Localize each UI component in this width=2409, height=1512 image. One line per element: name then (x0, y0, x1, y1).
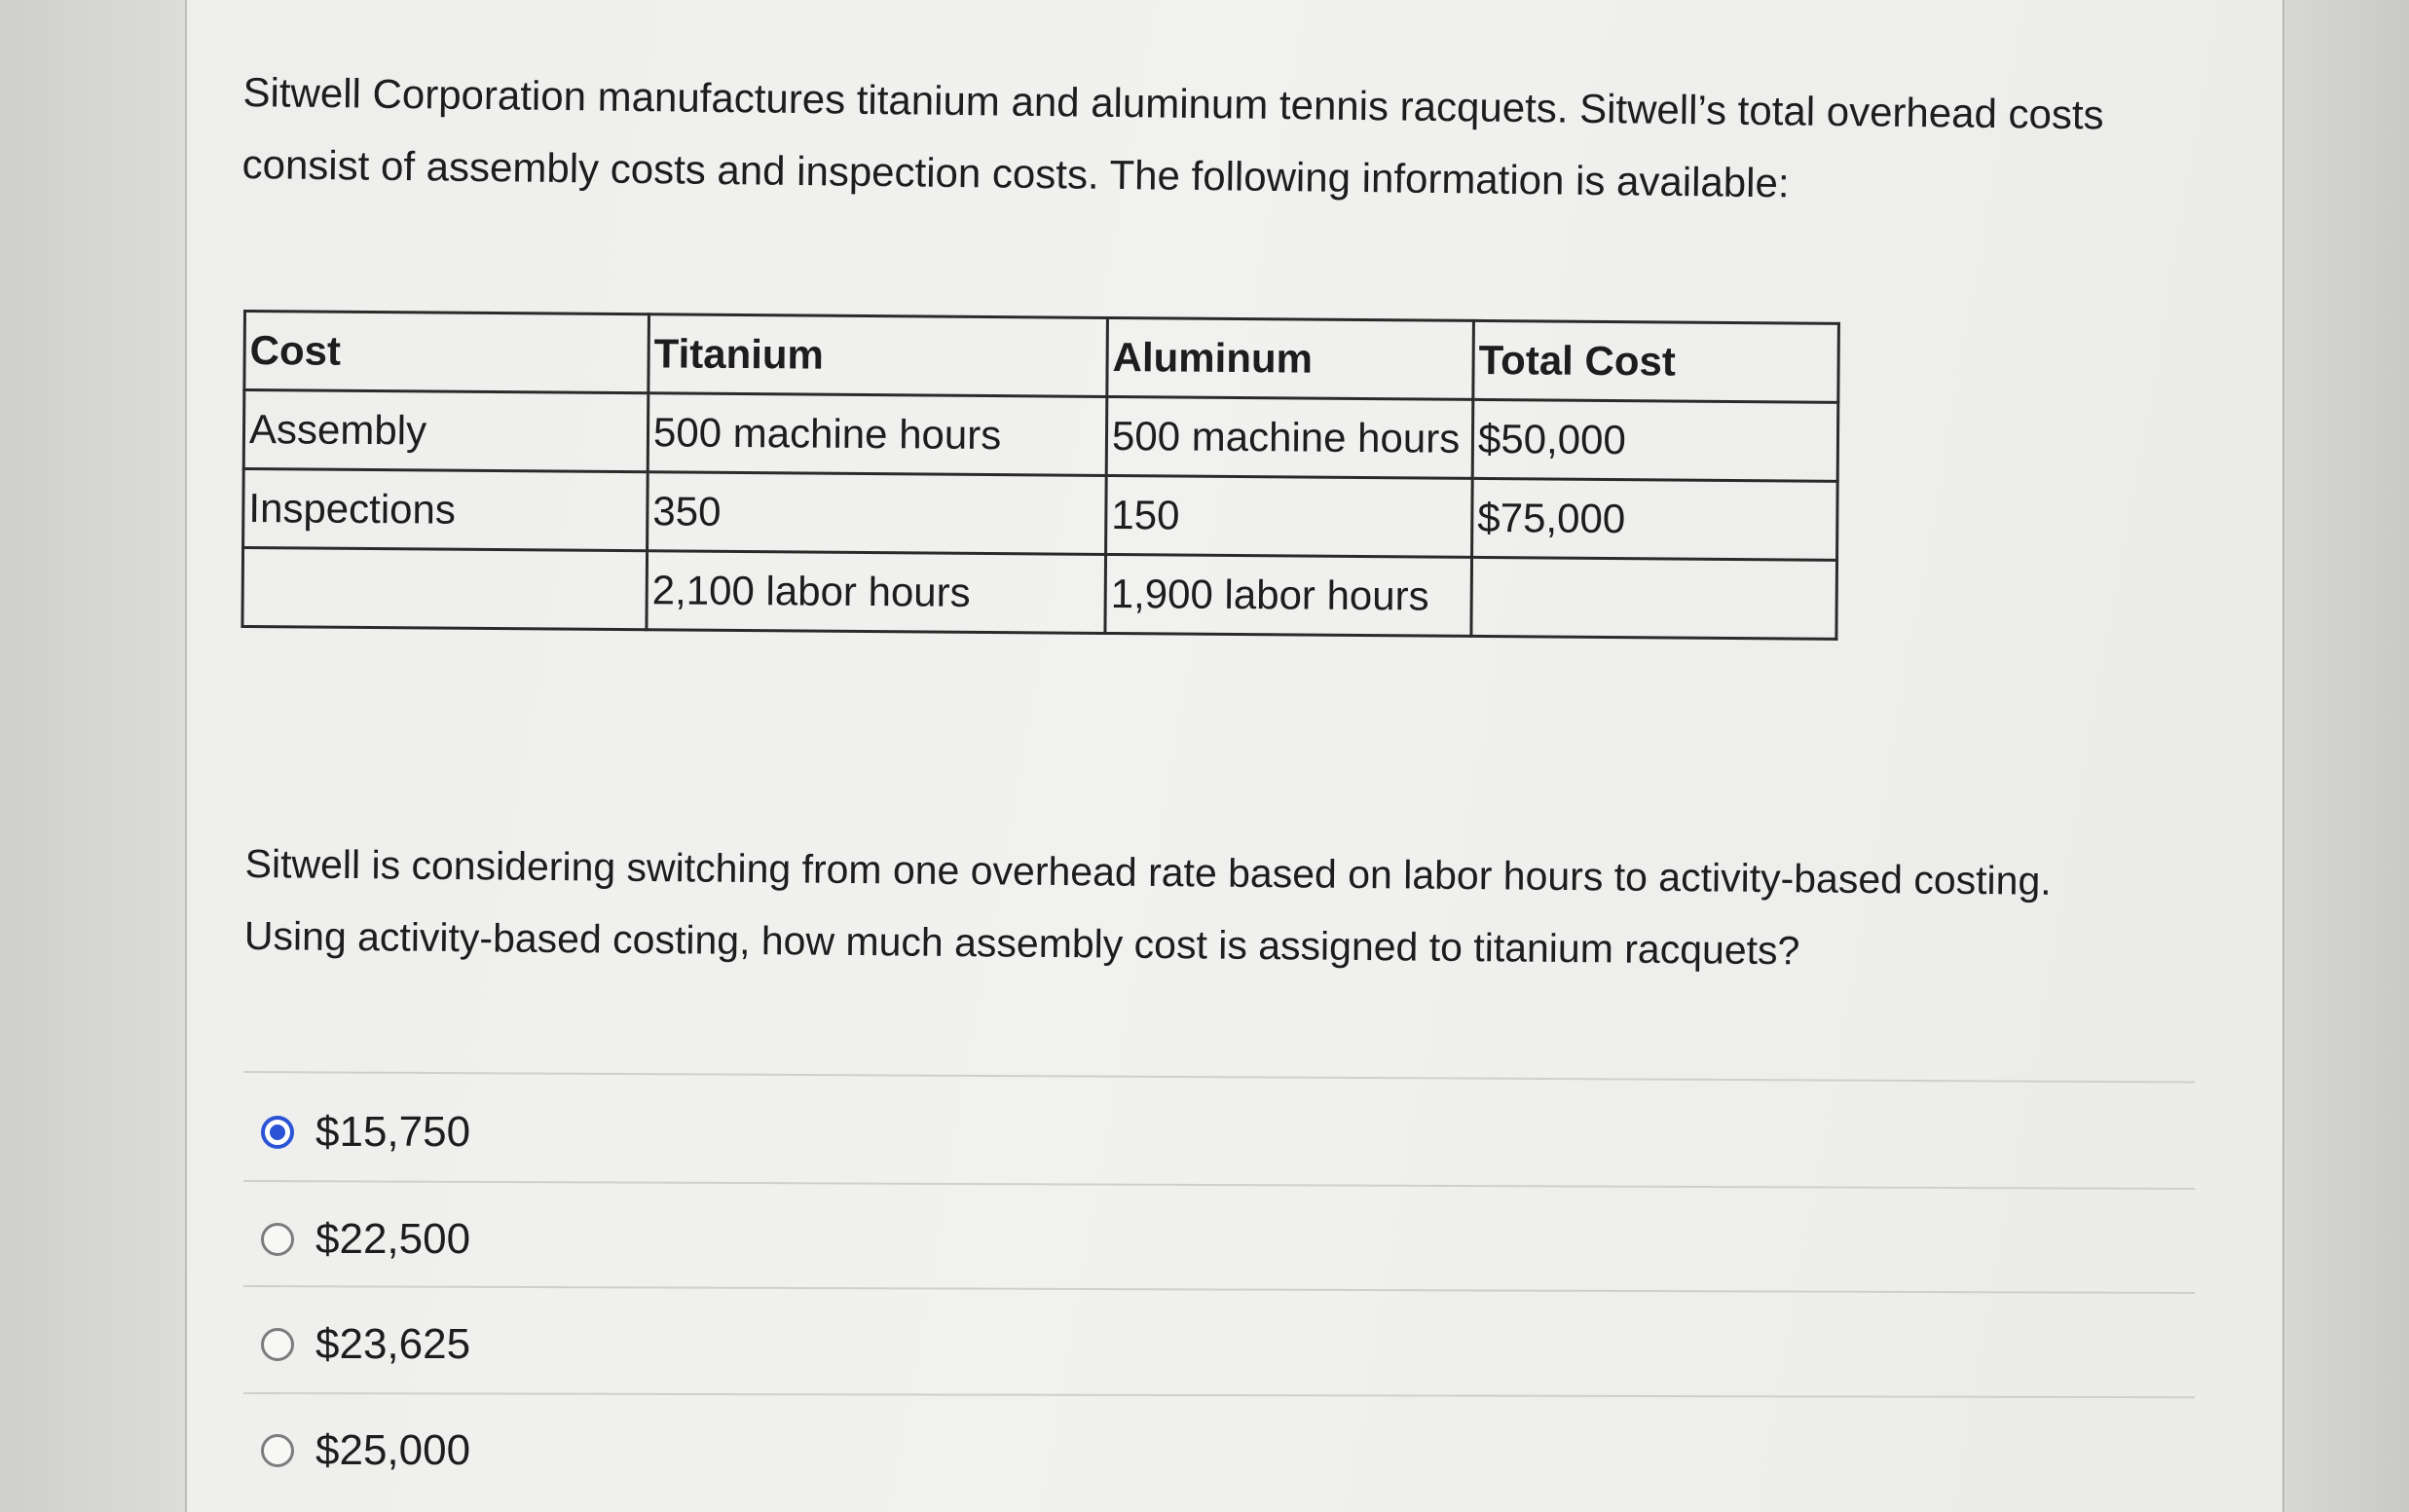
answer-option[interactable] (261, 1098, 470, 1166)
question-prompt-line: Sitwell is considering switching from one overhead rate based on labor hours to activity-based costing. (244, 840, 2052, 904)
table-row (242, 548, 1837, 640)
answer-option-label: $23,625 (315, 1320, 471, 1368)
table-header-cell: Titanium (649, 314, 1108, 397)
answer-option-label: $15,750 (315, 1108, 471, 1156)
table-cell (1471, 557, 1837, 639)
radio-unselected-icon[interactable] (261, 1434, 294, 1467)
table-cell: Assembly (243, 390, 649, 472)
answer-option[interactable] (261, 1205, 470, 1273)
table-cell (242, 548, 648, 630)
monitor-bezel-left (0, 0, 187, 1512)
table-row (243, 390, 1838, 482)
table-cell: 150 (1106, 475, 1473, 557)
radio-selected-icon[interactable] (261, 1116, 294, 1149)
table-cell: 1,900 labor hours (1105, 554, 1472, 636)
question-intro: Sitwell Corporation manufactures titanium and aluminum tennis racquets. Sitwell’s total overhead costs consist of assembly costs and inspection costs. The following information is available: (241, 68, 2104, 206)
answer-option[interactable] (261, 1310, 470, 1379)
table-cell: 500 machine hours (1106, 396, 1473, 478)
table-header-cell: Cost (244, 312, 649, 393)
monitor-bezel-right (2282, 0, 2409, 1512)
table-cell: $50,000 (1472, 399, 1838, 481)
answer-option[interactable] (261, 1417, 470, 1485)
table-cell: $75,000 (1472, 478, 1838, 560)
table-cell: 2,100 labor hours (647, 551, 1106, 634)
question-prompt-line: Using activity-based costing, how much assembly cost is assigned to titanium racquets? (243, 912, 1800, 974)
table-header-row (244, 312, 1839, 403)
table-cell: Inspections (243, 469, 649, 551)
radio-unselected-icon[interactable] (261, 1328, 294, 1361)
question-prompt (244, 828, 2173, 990)
table-row (243, 469, 1838, 561)
table-header-cell: Aluminum (1107, 317, 1474, 399)
table-cell: 500 machine hours (648, 393, 1107, 476)
table-header-cell: Total Cost (1473, 320, 1839, 402)
table-cell: 350 (648, 472, 1107, 555)
answer-option-label: $22,500 (315, 1215, 471, 1263)
radio-unselected-icon[interactable] (261, 1223, 294, 1256)
answer-option-label: $25,000 (315, 1426, 471, 1474)
cost-info-table (241, 310, 1840, 641)
